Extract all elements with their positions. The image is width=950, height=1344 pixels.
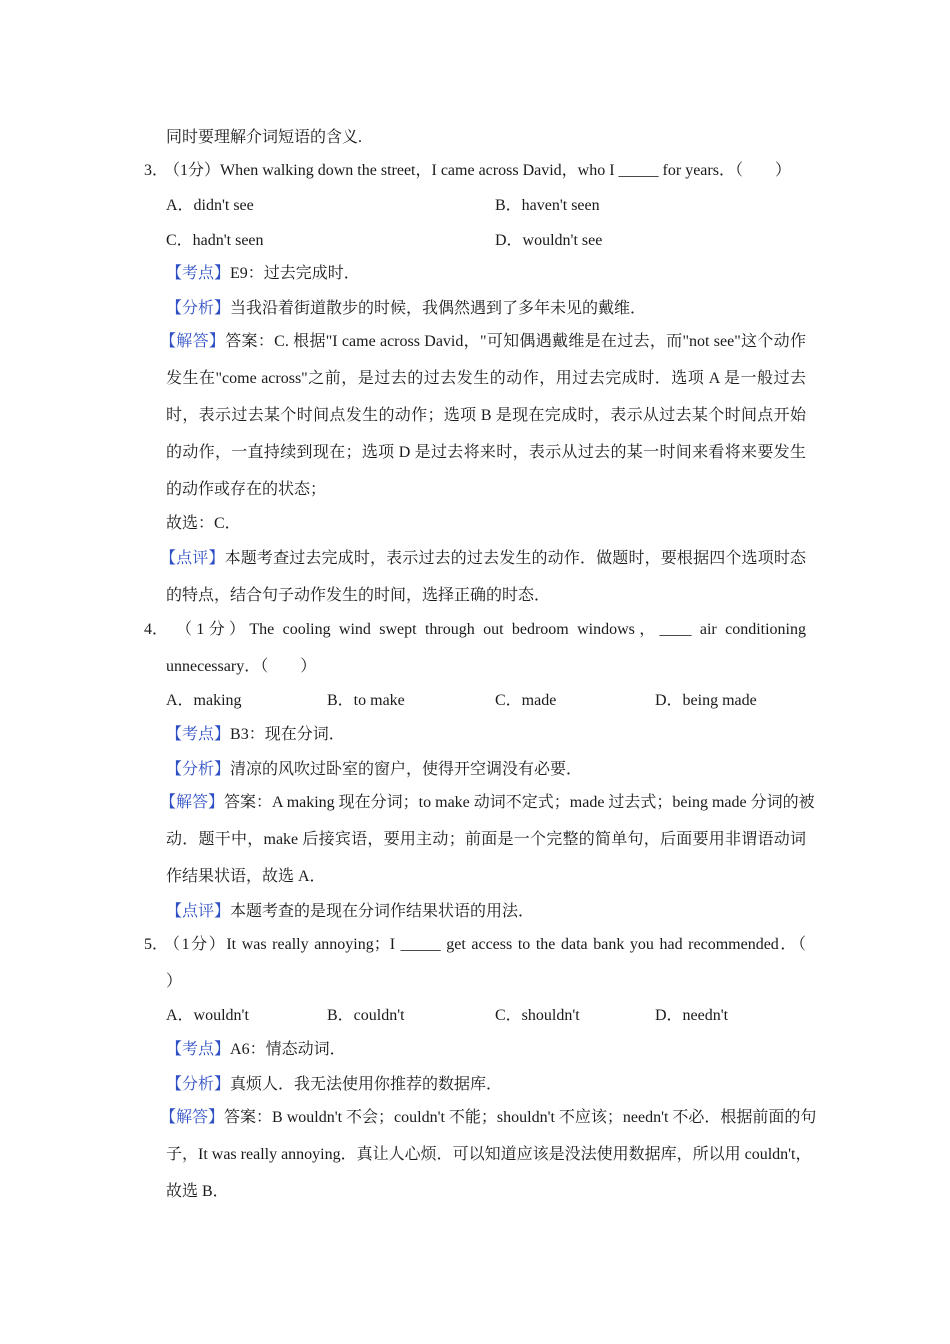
question-5-number: 5．: [144, 936, 169, 953]
question-5-option-a: A．wouldn't: [166, 1007, 249, 1024]
question-3-jieda-line-3: 时，表示过去某个时间点发生的动作；选项 B 是现在完成时，表示从过去某个时间点开始: [166, 407, 806, 424]
question-3-kaodian: [166, 264, 360, 284]
kaodian-tag: 【考点】: [166, 1041, 231, 1058]
question-4-dianping: [166, 902, 534, 922]
question-5-option-c: C．shouldn't: [495, 1007, 580, 1024]
question-4-option-d: D．being made: [655, 692, 757, 709]
question-4-option-b: B．to make: [327, 692, 405, 709]
jieda-text: 答案：C. 根据"I came across David，"可知偶遇戴维是在过去，而"not see"这个动作: [225, 333, 806, 350]
question-4-jieda-line-1: [160, 793, 815, 813]
fenxi-text: 清凉的风吹过卧室的窗户，使得开空调没有必要．: [230, 761, 583, 778]
question-3-option-a: A．didn't see: [166, 197, 254, 214]
jieda-text: 答案：B wouldn't 不会；couldn't 不能；shouldn't 不应该；needn't 不必．根据前面的句: [224, 1109, 817, 1126]
question-5-jieda-line-2: 子，It was really annoying．真让人心烦．可以知道应该是没法使用数据库，所以用 couldn't，: [166, 1146, 812, 1163]
question-3-dianping-line-1: [160, 549, 806, 569]
fenxi-text: 真烦人．我无法使用你推荐的数据库．: [230, 1076, 503, 1093]
kaodian-tag: 【考点】: [166, 726, 231, 743]
question-4-option-a: A．making: [166, 692, 242, 709]
question-3-dianping-line-2: 的特点，结合句子动作发生的时间，选择正确的时态．: [166, 587, 551, 604]
question-3-jieda-line-5: 的动作或存在的状态；: [166, 481, 327, 498]
question-3-answer: 故选：C．: [166, 515, 241, 532]
question-4-stem-line-1: （1分）The cooling wind swept through out bedroom windows，____ air conditioning: [176, 621, 806, 638]
fenxi-tag: 【分析】: [166, 300, 231, 317]
question-3-stem: （1分）When walking down the street，I came across David，who I _____ for years．（ ）: [164, 162, 791, 179]
fenxi-text: 当我沿着街道散步的时候，我偶然遇到了多年未见的戴维．: [230, 300, 647, 317]
dianping-tag: 【点评】: [166, 903, 231, 920]
question-4-jieda-line-2: 动．题干中，make 后接宾语，要用主动；前面是一个完整的简单句，后面要用非谓语动词: [166, 831, 806, 848]
kaodian-text: A6：情态动词．: [230, 1041, 346, 1058]
question-4-number: 4．: [144, 621, 169, 638]
question-3-option-b: B．haven't seen: [495, 197, 600, 214]
question-4-stem-line-2: unnecessary．（ ）: [166, 658, 317, 675]
question-3-fenxi: [166, 299, 646, 319]
question-3-option-c: C．hadn't seen: [166, 232, 264, 249]
intro-line: 同时要理解介词短语的含义.: [166, 129, 363, 146]
question-5-option-d: D．needn't: [655, 1007, 729, 1024]
question-5-stem-line-2: ）: [166, 973, 183, 990]
question-4-kaodian: [166, 725, 345, 745]
question-3-number: 3．: [144, 162, 169, 179]
question-5-option-b: B．couldn't: [327, 1007, 405, 1024]
question-5-jieda-line-3: 故选 B．: [166, 1183, 229, 1200]
question-3-jieda-line-2: 发生在"come across"之前，是过去的过去发生的动作，用过去完成时．选项 A 是一般过去: [166, 370, 806, 387]
fenxi-tag: 【分析】: [166, 1076, 231, 1093]
dianping-tag: 【点评】: [160, 550, 225, 567]
kaodian-text: E9：过去完成时．: [230, 265, 360, 282]
question-5-kaodian: [166, 1040, 346, 1060]
question-3-jieda-line-4: 的动作，一直持续到现在；选项 D 是过去将来时，表示从过去的某一时间来看将来要发生: [166, 444, 806, 461]
question-5-stem-line-1: （1分）It was really annoying；I _____ get access to the data bank you had recommended．（: [164, 936, 806, 953]
kaodian-tag: 【考点】: [166, 265, 231, 282]
question-4-fenxi: [166, 760, 582, 780]
jieda-tag: 【解答】: [160, 1109, 225, 1126]
jieda-text: 答案：A making 现在分词；to make 动词不定式；made 过去式；being made 分词的被: [224, 794, 815, 811]
question-4-jieda-line-3: 作结果状语，故选 A．: [166, 868, 326, 885]
jieda-tag: 【解答】: [160, 794, 225, 811]
question-5-jieda-line-1: [160, 1108, 817, 1128]
question-3-option-d: D．wouldn't see: [495, 232, 603, 249]
dianping-text: 本题考查过去完成时，表示过去的过去发生的动作．做题时，要根据四个选项时态: [224, 550, 806, 567]
fenxi-tag: 【分析】: [166, 761, 231, 778]
kaodian-text: B3：现在分词．: [230, 726, 345, 743]
question-4-option-c: C．made: [495, 692, 557, 709]
dianping-text: 本题考查的是现在分词作结果状语的用法．: [230, 903, 535, 920]
jieda-tag: 【解答】: [160, 333, 226, 350]
question-3-jieda-line-1: [160, 332, 806, 352]
question-5-fenxi: [166, 1075, 502, 1095]
